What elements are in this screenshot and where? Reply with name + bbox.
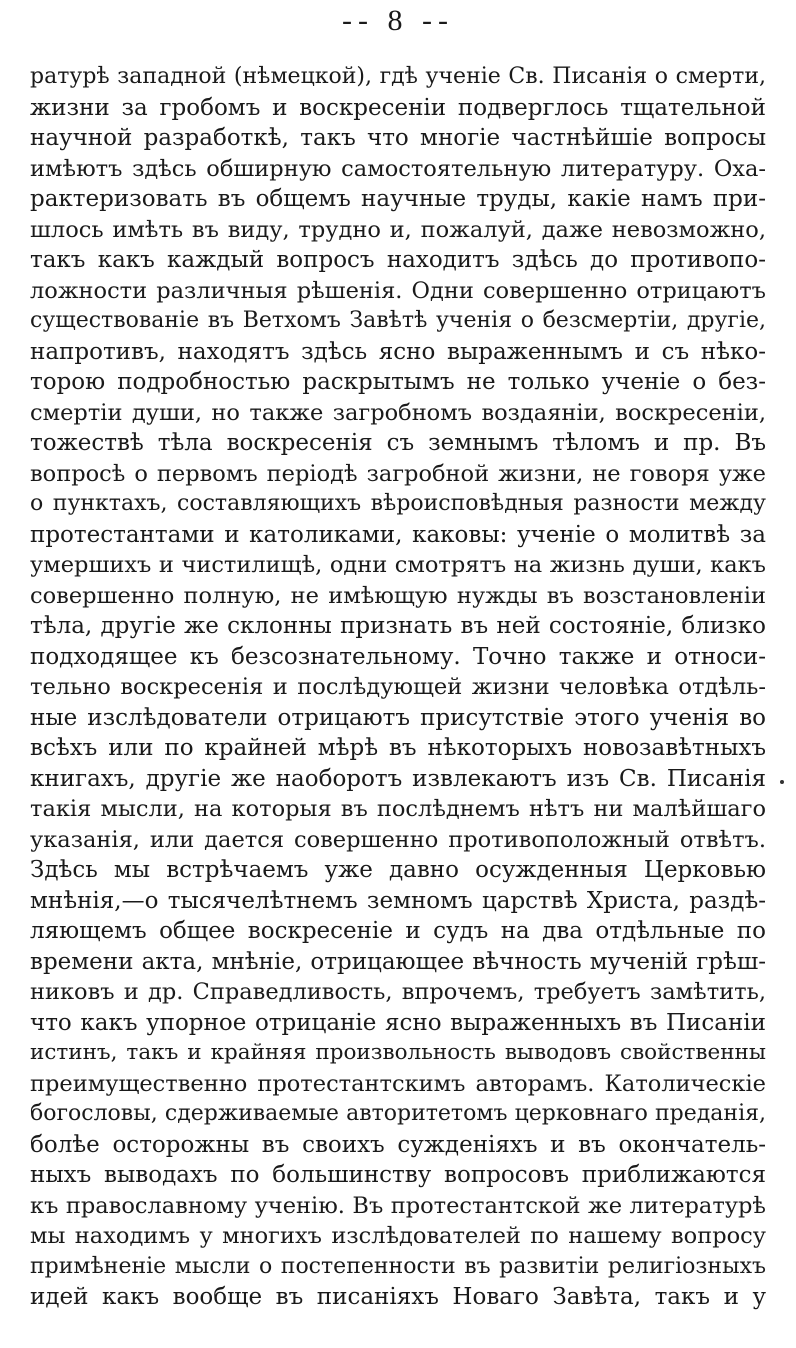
text-line: торою подробностью раскрытымъ не только ученіе о без- (30, 369, 766, 395)
text-line: подходящее къ безсознательному. Точно также и относи- (30, 643, 766, 670)
text-line: умершихъ и чистилищѣ, одни смотрятъ на жизнь души, какъ (30, 552, 766, 578)
text-line: протестантами и католиками, каковы: ученіе о молитвѣ за (30, 521, 766, 548)
text-line: примѣненіе мысли о постепенности въ развитіи религіозныхъ (30, 1253, 766, 1279)
stray-ink-dot (780, 780, 784, 784)
text-line: никовъ и др. Справедливость, впрочемъ, требуетъ замѣтить, (30, 979, 766, 1005)
text-line: тѣла, другіе же склонны признать въ ней состояніе, близко (30, 613, 766, 639)
text-line: ные изслѣдователи отрицаютъ присутствіе этого ученія во (30, 704, 766, 731)
text-line: преимущественно протестантскимъ авторамъ. Католическіе (30, 1070, 766, 1097)
text-line: о пунктахъ, составляющихъ вѣроисповѣдныя разности между (30, 491, 766, 516)
text-line: тельно воскресенія и послѣдующей жизни человѣка отдѣль- (30, 674, 766, 700)
text-line: шлось имѣть въ виду, трудно и, пожалуй, даже невозможно, (30, 216, 766, 243)
text-line: такъ какъ каждый вопросъ находитъ здѣсь до противопо- (30, 247, 766, 273)
text-line: истинъ, такъ и крайняя произвольность выводовъ свойственны (30, 1040, 766, 1065)
text-line: вопросѣ о первомъ періодѣ загробной жизни, не говоря уже (30, 460, 766, 487)
text-line: совершенно полную, не имѣющую нужды въ возстановленіи (30, 582, 766, 609)
text-line: къ православному ученію. Въ протестантской же литературѣ (30, 1192, 766, 1219)
text-line: ляющемъ общее воскресеніе и судъ на два отдѣльные по (30, 918, 766, 944)
text-line: существованіе въ Ветхомъ Завѣтѣ ученія о безсмертіи, другіе, (30, 308, 766, 333)
text-line: времени акта, мнѣніе, отрицающее вѣчность мученій грѣш- (30, 948, 766, 975)
text-line: ныхъ выводахъ по большинству вопросовъ приближаются (30, 1162, 766, 1188)
page-number: -- 8 -- (342, 4, 454, 37)
text-line: богословы, сдерживаемые авторитетомъ церковнаго преданія, (30, 1101, 766, 1126)
text-line: жизни за гробомъ и воскресеніи подверглось тщательной (30, 94, 766, 121)
text-line: мнѣнія,—о тысячелѣтнемъ земномъ царствѣ Христа, раздѣ- (30, 887, 766, 914)
text-line: такія мысли, на которыя въ послѣднемъ нѣтъ ни малѣйшаго (30, 796, 766, 822)
text-line: всѣхъ или по крайней мѣрѣ въ нѣкоторыхъ новозавѣтныхъ (30, 735, 766, 761)
text-line: что какъ упорное отрицаніе ясно выраженныхъ въ Писаніи (30, 1009, 766, 1036)
text-line: тожествѣ тѣла воскресенія съ земнымъ тѣломъ и пр. Въ (30, 430, 766, 456)
text-line: Здѣсь мы встрѣчаемъ уже давно осужденныя Церковью (30, 857, 766, 883)
body-text (30, 62, 766, 1313)
text-line: имѣютъ здѣсь обширную самостоятельную литературу. Оха- (30, 155, 766, 182)
text-line: ложности различныя рѣшенія. Одни совершенно отрицаютъ (30, 277, 766, 304)
text-line: указанія, или дается совершенно противоположный отвѣтъ. (30, 826, 766, 853)
text-line: книгахъ, другіе же наоборотъ извлекаютъ изъ Св. Писанія (30, 765, 766, 792)
text-line: мы находимъ у многихъ изслѣдователей по нашему вопросу (30, 1223, 766, 1249)
text-line: болѣе осторожны въ своихъ сужденіяхъ и въ окончатель- (30, 1131, 766, 1158)
text-line: научной разработкѣ, такъ что многіе частнѣйшіе вопросы (30, 125, 766, 151)
text-line: напротивъ, находятъ здѣсь ясно выраженнымъ и съ нѣко- (30, 338, 766, 365)
text-line: идей какъ вообще въ писаніяхъ Новаго Завѣта, такъ и у (30, 1284, 766, 1310)
text-line: рактеризовать въ общемъ научные труды, какіе намъ при- (30, 186, 766, 212)
text-line: ратурѣ западной (нѣмецкой), гдѣ ученіе Св. Писанія о смерти, (30, 64, 766, 89)
text-line: смертіи души, но также загробномъ воздаяніи, воскресеніи, (30, 399, 766, 426)
